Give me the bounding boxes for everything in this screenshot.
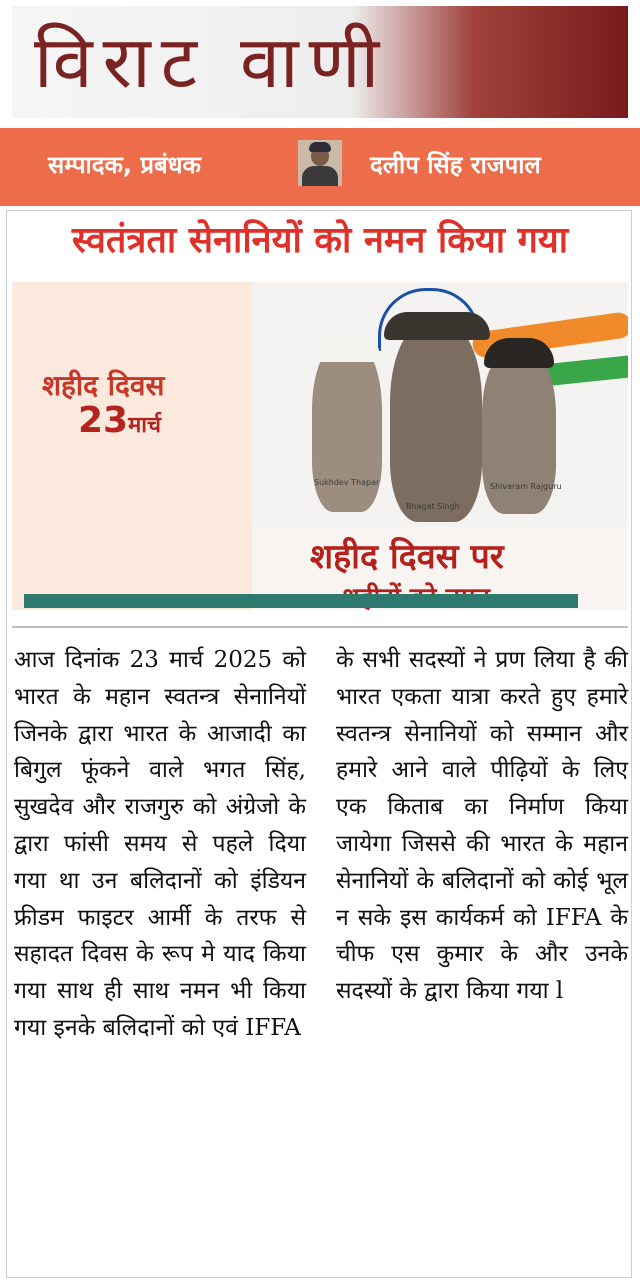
banner-day-date [78, 400, 161, 441]
portrait-bhagat-singh [390, 322, 482, 522]
banner-left-panel [12, 282, 252, 610]
article-body-right: के सभी सदस्यों ने प्रण लिया है की भारत एकता यात्रा करते हुए हमारे स्वतन्त्र सेनानियों को सम्मान और हमारे आने वाले पीढ़ियों के लिए एक किताब का निर्माण किया जायेगा जिससे की भारत के महान सेनानियों के बलिदानों को कोई भूल न सके इस कार्यकर्म को IFFA के चीफ एस कुमार के और उनके सदस्यों के द्वारा किया गया l [336, 647, 628, 1005]
portrait-label: Sukhdev Thapar [314, 478, 380, 487]
banner-day-month: मार्च [128, 413, 161, 438]
separator [12, 626, 628, 628]
banner-day-number: 23 [78, 400, 129, 441]
portrait-label: Shivaram Rajguru [490, 482, 562, 491]
banner-image [12, 282, 628, 610]
banner-day-title: शहीद दिवस [42, 369, 165, 402]
banner-rule [24, 594, 578, 608]
banner-tagline: शहीद दिवस पर [310, 537, 504, 577]
article-headline: स्वतंत्रता सेनानियों को नमन किया गया [71, 220, 569, 261]
article-body-left: आज दिनांक 23 मार्च 2025 को भारत के महान स्वतन्त्र सेनानियों जिनके द्वारा भारत के आजादी का बिगुल फूंकने वाले भगत सिंह, सुखदेव और राजगुरु को अंग्रेजो के द्वारा फांसी समय से पहले दिया गया था उन बलिदानों को इंडियन फ्रीडम फाइटर आर्मी के तरफ से सहादत दिवस के रूप मे याद किया गया साथ ही साथ नमन भी किया गया इनके बलिदानों को एवं IFFA [14, 647, 306, 1041]
masthead-title: विराट वाणी [34, 20, 390, 104]
cap-icon [484, 338, 554, 368]
editor-avatar [298, 140, 342, 186]
masthead [12, 6, 628, 118]
cap-icon [314, 332, 380, 362]
hat-icon [384, 312, 490, 340]
editor-role-label: सम्पादक, प्रबंधक [48, 151, 201, 179]
editor-name: दलीप सिंह राजपाल [370, 151, 541, 179]
portrait-label: Bhagat Singh [406, 502, 460, 511]
